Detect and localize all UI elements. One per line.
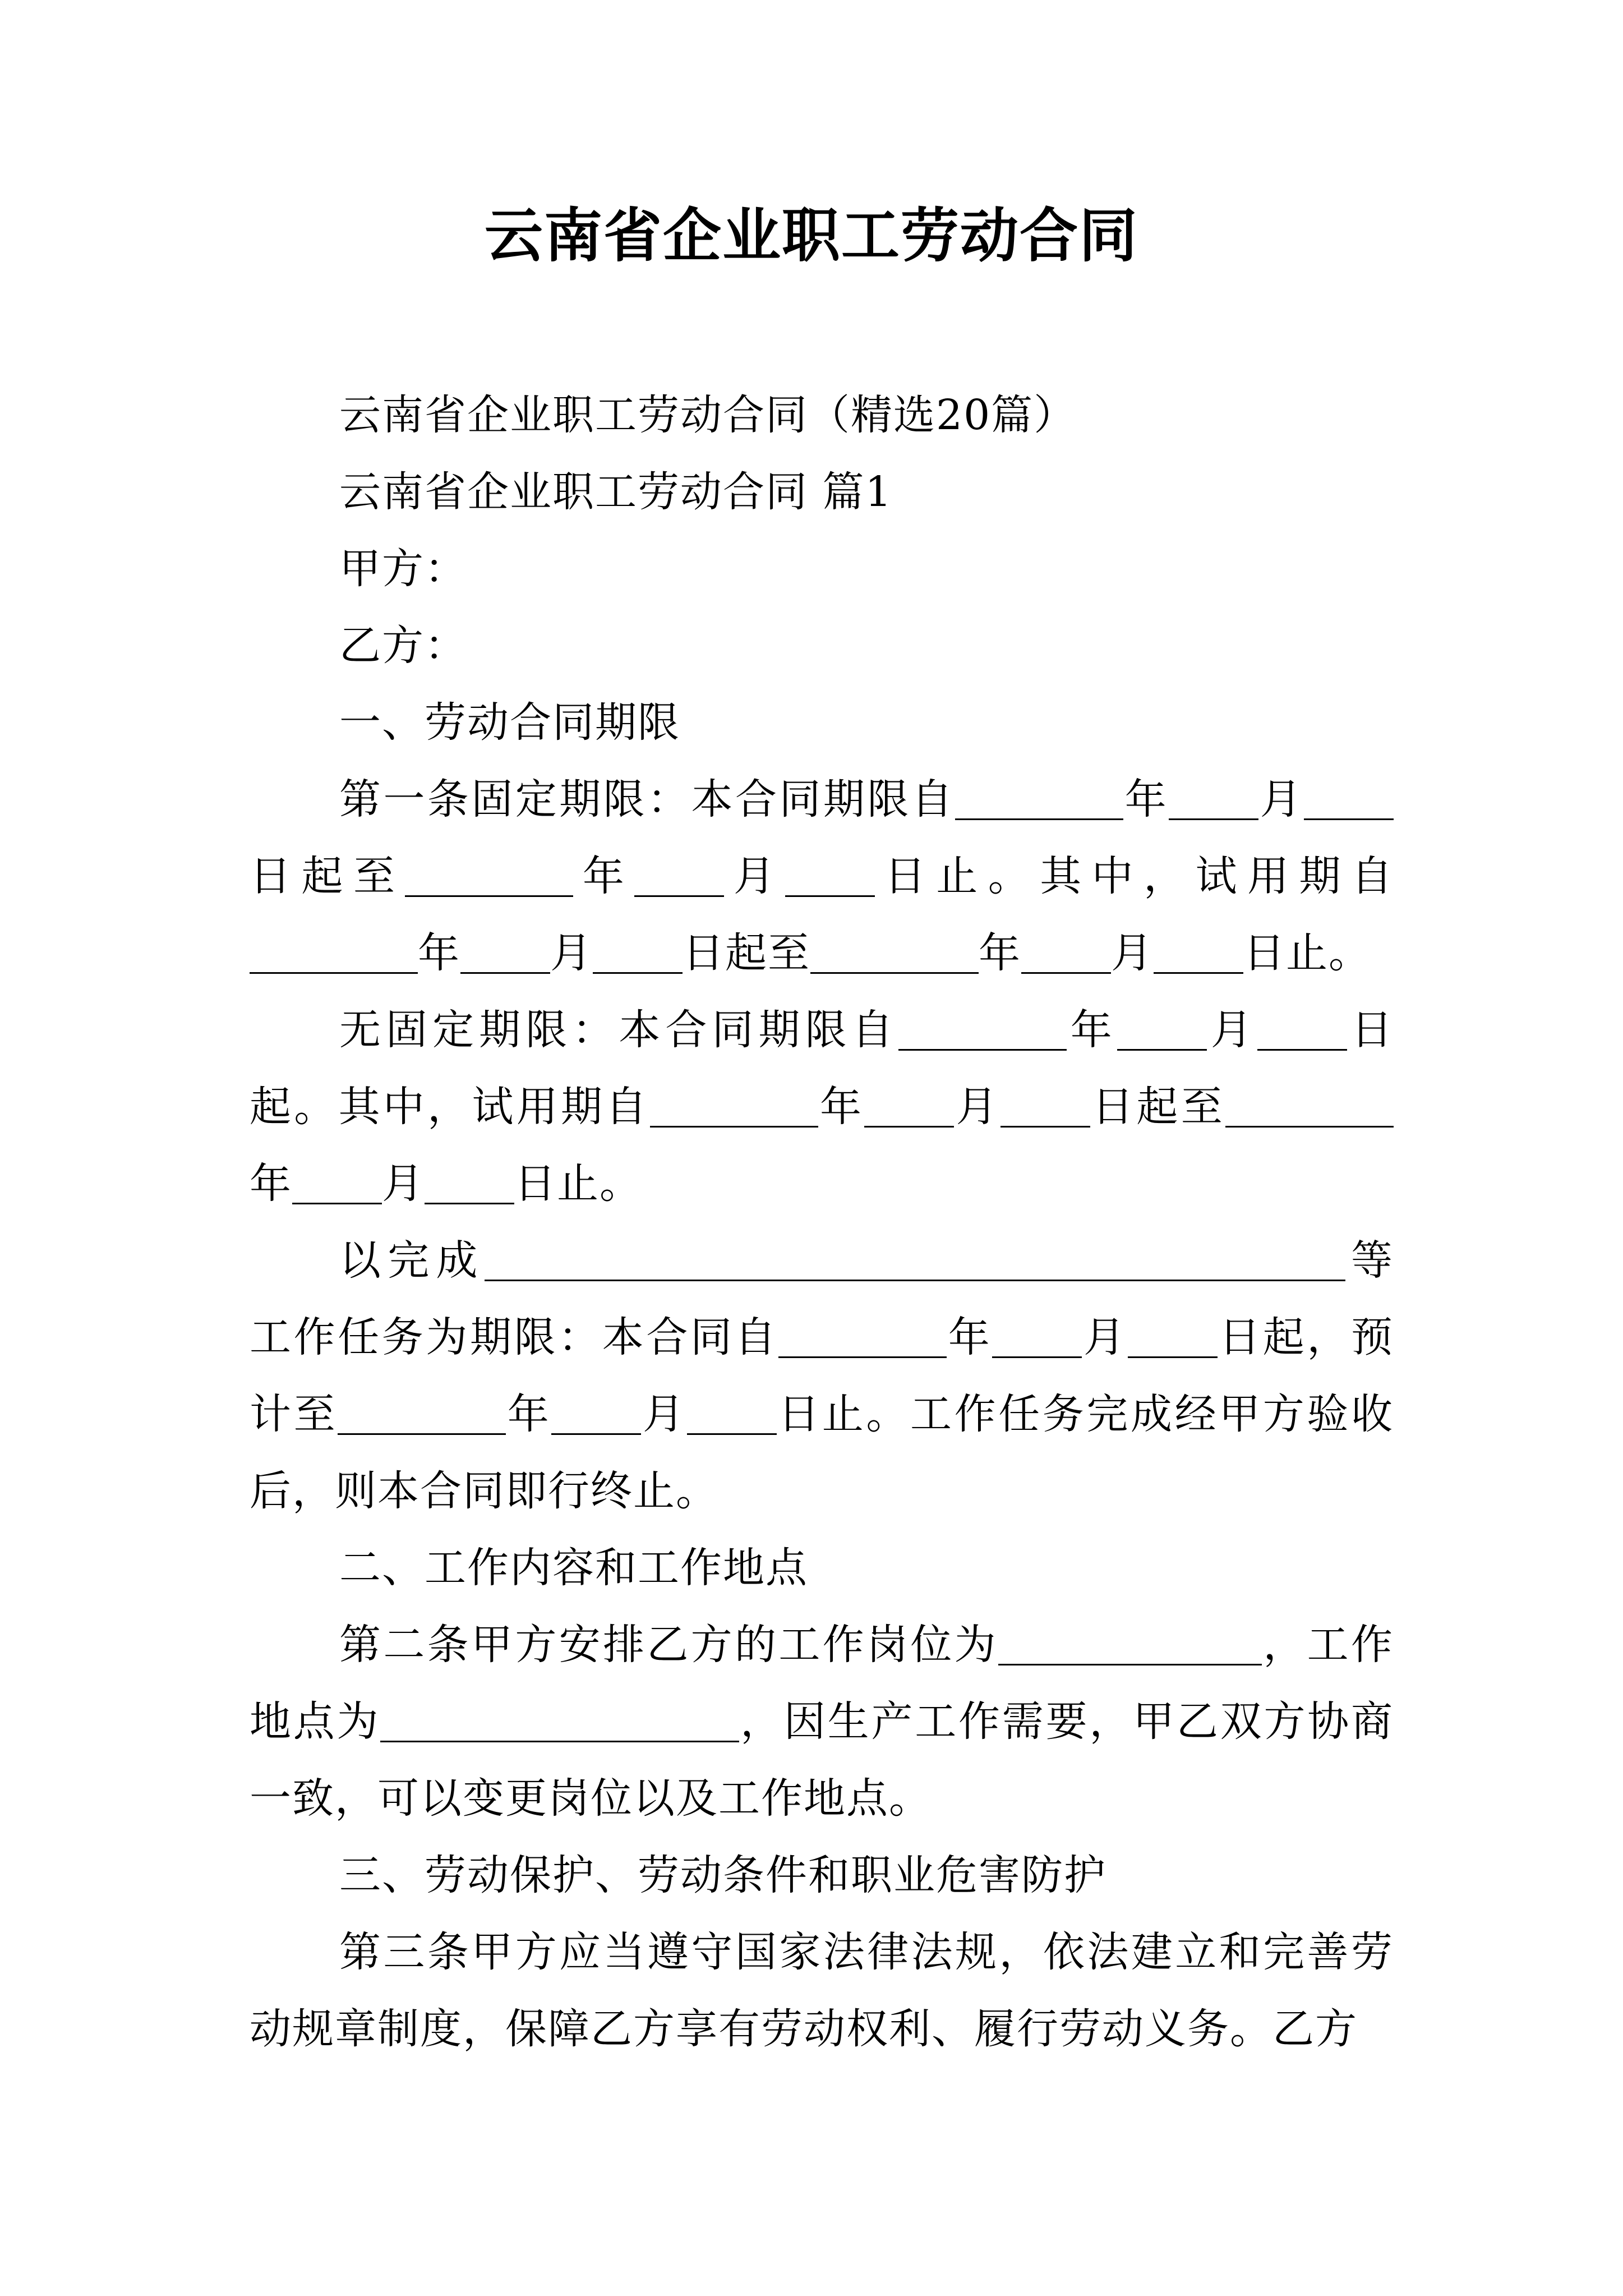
paragraph-part-heading: 云南省企业职工劳动合同 篇1 [339, 468, 893, 516]
party-b-line: 乙方： [339, 622, 467, 670]
blank-field [898, 1007, 1067, 1051]
text-run: 日起，预计至 [250, 1313, 1394, 1438]
text-run: 日起。其中，试用期自 [250, 1006, 1394, 1131]
text-run: 月 [1082, 1313, 1128, 1361]
clause-protection: 第三条甲方应当遵守国家法律法规，依法建立和完善劳动规章制度，保障乙方享有劳动权利、履行劳动义务。乙方 [250, 1928, 1394, 2053]
blank-field [955, 777, 1123, 820]
blank-field [485, 1238, 1345, 1281]
text-run: 等工作任务为期限：本合同自 [250, 1236, 1394, 1361]
blank-field [810, 931, 979, 974]
paragraph-subtitle: 云南省企业职工劳动合同（精选20篇） [339, 391, 1077, 439]
clause-task-term [250, 1222, 1394, 1530]
text-run: 年 [979, 929, 1021, 977]
text-run: 月 [1111, 929, 1154, 977]
text-run: 月 [1206, 1006, 1257, 1054]
clause-open-term [250, 992, 1394, 1222]
text-run: 月 [954, 1083, 1000, 1131]
blank-field [292, 1161, 382, 1204]
blank-field [1117, 1007, 1207, 1051]
text-run: 月 [382, 1159, 425, 1208]
blank-field [551, 1392, 641, 1435]
blank-field [1128, 1315, 1218, 1358]
blank-field [1304, 777, 1394, 820]
text-run: 日起至 [683, 929, 810, 977]
blank-field [634, 854, 724, 897]
blank-field [650, 1084, 818, 1128]
text-run: 月 [550, 929, 593, 977]
blank-field [785, 854, 875, 897]
document-body [250, 377, 1394, 2068]
blank-field [1225, 1084, 1394, 1128]
text-run: 第二条甲方安排乙方的工作岗位为 [339, 1621, 998, 1669]
blank-field [1154, 931, 1243, 974]
blank-field [380, 1699, 739, 1742]
text-run: 月 [724, 852, 786, 900]
party-a-line: 甲方： [339, 545, 467, 593]
blank-field [778, 1315, 947, 1358]
blank-field [593, 931, 683, 974]
text-run: 年 [1123, 775, 1169, 823]
text-run: 年 [1066, 1006, 1117, 1054]
blank-field [992, 1315, 1082, 1358]
text-run: 日起至 [1090, 1083, 1226, 1131]
document-title: 云南省企业职工劳动合同 [484, 201, 1138, 270]
text-run: 第一条固定期限：本合同期限自 [339, 775, 956, 823]
text-run: 日止。 [1243, 929, 1371, 977]
text-run: 年 [947, 1313, 993, 1361]
text-run: 年 [250, 1159, 292, 1208]
text-run: 以完成 [339, 1236, 485, 1285]
blank-field [864, 1084, 954, 1128]
blank-field [687, 1392, 777, 1435]
text-run: 日止。其中，试用期自 [875, 852, 1394, 900]
blank-field [1021, 931, 1111, 974]
section-heading-protection: 三、劳动保护、劳动条件和职业危害防护 [339, 1851, 1106, 1899]
clause-job-position [250, 1607, 1394, 1837]
text-run: 月 [641, 1390, 687, 1438]
text-run: 日止。 [514, 1159, 642, 1208]
blank-field [405, 854, 573, 897]
text-run: 年 [418, 929, 460, 977]
blank-field [1257, 1007, 1347, 1051]
text-run: 日止。工作任务完成经甲方验收后，则本合同即行终止。 [250, 1390, 1394, 1515]
clause-fixed-term [250, 761, 1394, 992]
blank-field [338, 1392, 506, 1435]
text-run: 无固定期限：本合同期限自 [339, 1006, 898, 1054]
section-heading-term: 一、劳动合同期限 [339, 698, 680, 747]
text-run: 日起至 [250, 852, 405, 900]
text-run: 年 [573, 852, 635, 900]
blank-field [460, 931, 550, 974]
blank-field [998, 1622, 1262, 1665]
text-run: ，工作地点为 [250, 1621, 1394, 1746]
section-heading-work: 二、工作内容和工作地点 [339, 1544, 808, 1592]
blank-field [1000, 1084, 1090, 1128]
blank-field [250, 931, 418, 974]
blank-field [1169, 777, 1258, 820]
blank-field [425, 1161, 514, 1204]
text-run: 年 [818, 1083, 865, 1131]
text-run: 月 [1258, 775, 1304, 823]
text-run: ，因生产工作需要，甲乙双方协商一致，可以变更岗位以及工作地点。 [250, 1697, 1394, 1823]
text-run: 年 [506, 1390, 552, 1438]
